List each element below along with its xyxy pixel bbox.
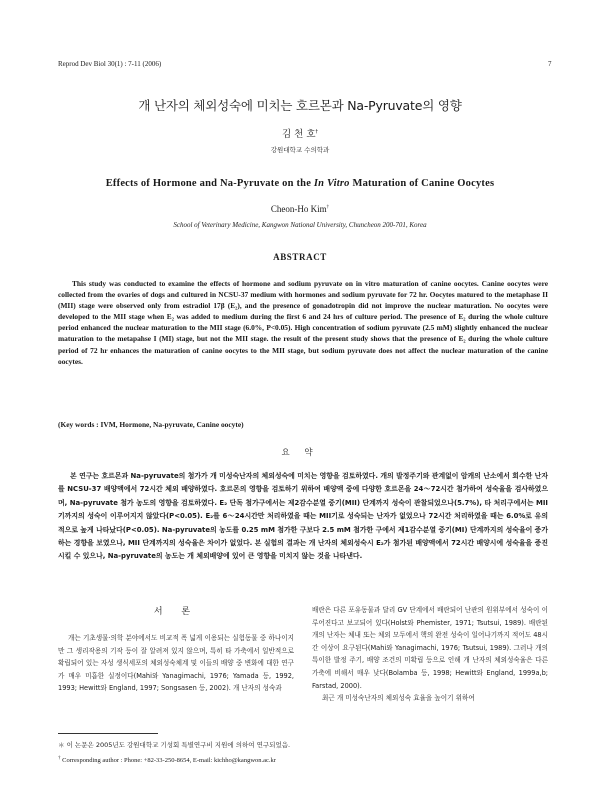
korean-summary-heading: 요 약 [281,448,319,458]
introduction-heading: 서 론 [153,607,199,617]
journal-citation: Reprod Dev Biol 30(1) : 7-11 (2006) [58,60,162,68]
introduction-right-column [312,604,548,705]
korean-summary-body [58,470,548,564]
korean-author [0,126,600,140]
english-title-part1: Effects of Hormone and Na-Pyruvate on the [105,178,314,189]
introduction-left-column [58,632,294,695]
abstract-heading: ABSTRACT [273,252,327,262]
english-author [0,204,600,214]
abstract-body [58,278,548,367]
korean-title: 개 난자의 체외성숙에 미치는 호르몬과 Na-Pyruvate의 영향 [138,98,462,113]
keywords: (Key words : IVM, Hormone, Na-pyruvate, Canine oocyte) [58,420,244,429]
corresponding-footnote-text: Corresponding author : Phone: +82-33-250-8654, E-mail: kichho@kangwon.ac.kr [62,757,276,765]
page-number: 7 [548,60,552,68]
corresponding-mark-en: † [326,205,330,210]
english-affiliation: School of Veterinary Medicine, Kangwon National University, Chuncheon 200-701, Korea [173,221,427,229]
corresponding-footnote [58,756,276,764]
english-title-part2: Maturation of Canine Oocytes [349,178,495,189]
korean-affiliation: 강원대학교 수의학과 [270,146,330,154]
introduction-right-text-2: 최근 개 미성숙난자의 체외성숙 효율을 높이기 위하여 [322,694,475,703]
english-title [0,178,600,189]
corresponding-mark: † [315,128,319,135]
corresponding-footnote-mark: † [58,756,61,761]
korean-author-name: 김 천 호 [281,129,316,140]
english-title-italic: In Vitro [313,178,350,189]
english-author-name: Cheon-Ho Kim [270,204,327,214]
introduction-left-text: 개는 기초생물·의학 분야에서도 비교적 폭 넓게 이용되는 실험동물 중 하나이지만 그 생리작용의 기작 등이 잘 알려져 있지 않으며, 특히 타 가축에서 일반적으로 확립되어 있는 자성 생식세포의 체외성숙체계 및 이들의 배양 중 변화에 대한 연구가 매우 미흡한 실정이다(Mahi와 Yanagimachi, 1976; Yamada 등, 1992, 1993; Hewitt와 England, 1997; Songsasen 등, 2002). 개 난자의 성숙과 [58,634,294,693]
funding-footnote: ＊ 이 논문은 2005년도 강원대학교 기성회 특별연구비 지원에 의하여 연구되었음. [58,741,291,749]
footnote-divider [58,733,158,734]
introduction-right-text: 배란은 다른 포유동물과 달리 GV 단계에서 배란되어 난관의 원위부에서 성숙이 이루어진다고 보고되어 있다(Holst와 Phemister, 1971; Tsutsui, 1989). 배란된 개의 난자는 체내 또는 체외 모두에서 핵의 완전 성숙이 일어나기까지 적어도 48시간 이상이 요구된다(Mahi와 Yanagimachi, 1976; Tsutsui, 1989). 그러나 개의 특이한 발정 주기, 배양 조건의 미확립 등으로 인해 개 난자의 체외성숙율은 다른 가축에 비해서 매우 낮다(Bolamba 등, 1998; Hewitt와 England, 1999a,b; Farstad, 2000). [312,606,548,690]
abstract-text: This study was conducted to examine the effects of hormone and sodium pyruvate on in vitro maturation of canine oocytes. Canine oocytes were collected from the ovaries of dogs and cultured in NCSU-37 medium with hormones and sodium pyruvate for 72 hr. Oocytes matured to the metaphase II (MII) stage were observed only from estradiol 17β (E₂), and the presence of gonadotropin did not improve the nuclear maturation. No oocytes were developed to the MII stage when E₂ was added to medium during the first 6 and 24 hrs of culture period. The presence of E₂ during the whole culture period enhanced the nuclear maturation to the MII stage (6.0%, P<0.05). High concentration of sodium pyruvate (2.5 mM) slightly enhanced the nuclear maturation to the metapahse I (MI) stage, but not the MII stage. the result of the present study shows that the presence of E₂ during the whole culture period of 72 hr enhances the maturation of canine oocytes to the MII stage, but sodium pyruvate does not affect the nuclear maturation of the canine oocytes. [58,279,548,366]
korean-summary-text: 본 연구는 호르몬과 Na-pyruvate의 첨가가 개 미성숙난자의 체외성숙에 미치는 영향을 검토하였다. 개의 발정주기와 관계없이 암캐의 난소에서 회수한 난자를 NCSU-37 배양액에서 72시간 체외 배양하였다. 호르몬의 영향을 검토하기 위하여 배양액 중에 다양한 호르몬을 24～72시간 첨가하여 성숙율을 검사하였으며, Na-pyruvate 첨가 농도의 영향을 검토하였다. E₂ 단독 첨가구에서는 제2감수분열 중기(MII) 단계까지 성숙이 관찰되었으나(5.7%), 타 처리구에서는 MII기까지의 성숙이 이루어지지 않았다(P<0.05). E₂를 6～24시간만 처리하였을 때는 MII기로 성숙되는 난자가 없었으나 72시간 처리하였을 때는 6.0%로 유의적으로 높게 나타났다(P<0.05). Na-pyruvate의 농도를 0.25 mM 첨가한 구보다 2.5 mM 첨가한 구에서 제1감수분열 중기(MⅠ) 단계까지의 성숙율이 증가하는 경향을 보였으나, MII 단계까지의 성숙율은 차이가 없었다. 본 실험의 결과는 개 난자의 체외성숙시 E₂가 첨가된 배양액에서 72시간 배양시에 성숙율을 증진시킬 수 있으나, Na-pyruvate의 농도는 개 체외배양에 있어 큰 영향을 미치지 않는 것을 나타낸다. [58,472,548,561]
